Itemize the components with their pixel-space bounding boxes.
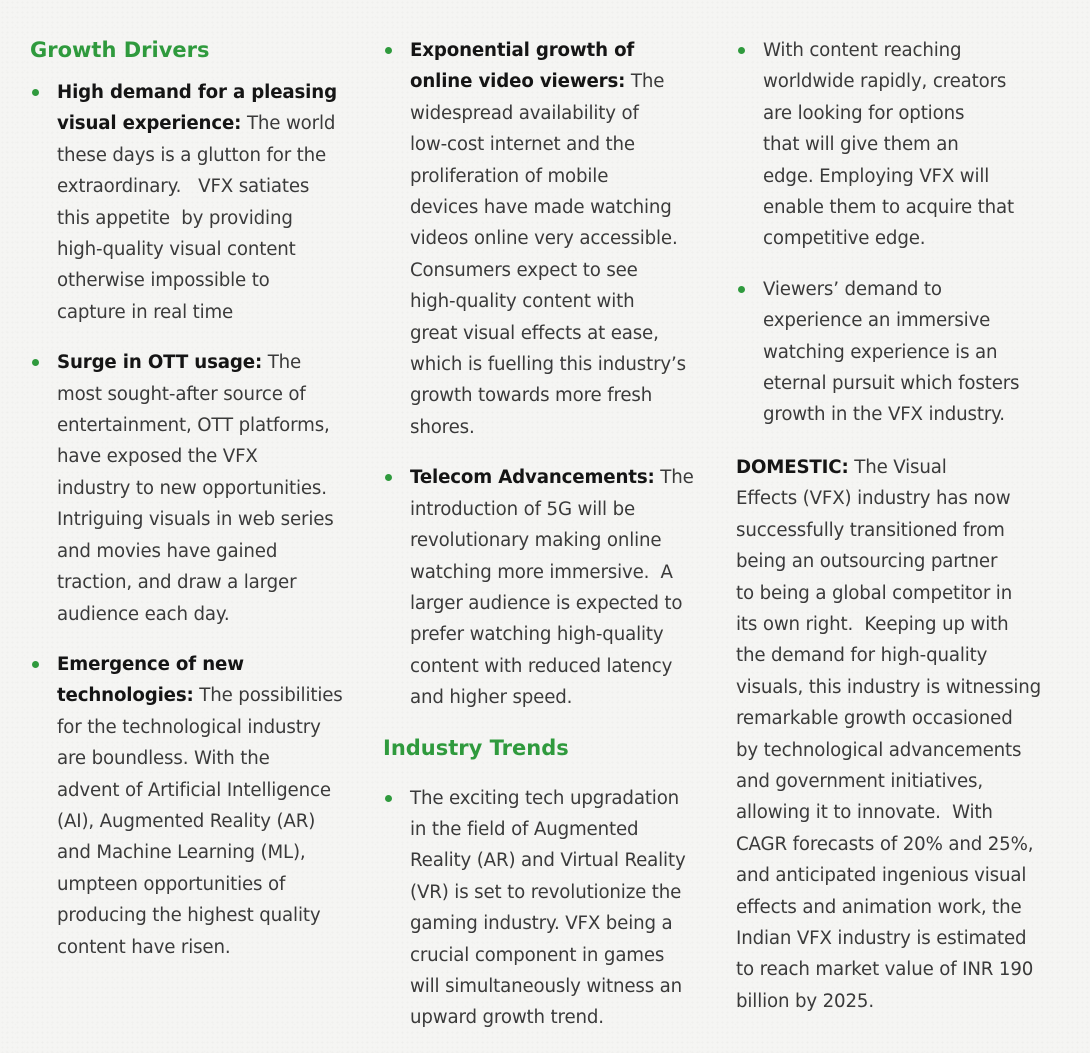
body-line: will simultaneously witness an xyxy=(410,975,683,997)
body-line: traction, and draw a larger xyxy=(57,572,297,594)
body-line: audience each day. xyxy=(57,603,230,625)
body-line: devices have made watching xyxy=(410,197,672,219)
body-line: gaming industry. VFX being a xyxy=(410,913,673,935)
body-text: The xyxy=(654,467,694,489)
body-line: and anticipated ingenious visual xyxy=(736,865,1027,887)
lead-text: online video viewers: xyxy=(410,71,626,93)
body-line: CAGR forecasts of 20% and 25%, xyxy=(736,833,1034,855)
body-line: widespread availability of xyxy=(410,102,639,124)
body-line: Viewers’ demand to xyxy=(763,278,942,300)
industry-trends-list xyxy=(383,783,713,1034)
lead-text: High demand for a pleasing xyxy=(57,82,337,103)
list-item-telecom xyxy=(383,462,713,713)
body-line: and government initiatives, xyxy=(736,770,983,792)
body-line: otherwise impossible to xyxy=(57,270,270,292)
body-line: edge. Employing VFX will xyxy=(763,165,990,187)
list-item-ar-vr xyxy=(383,783,713,1034)
body-line: have exposed the VFX xyxy=(57,446,258,468)
body-line: for the technological industry xyxy=(57,716,321,738)
body-line: to reach market value of INR 190 xyxy=(736,959,1034,981)
growth-drivers-list-continued xyxy=(383,35,713,714)
body-line: content with reduced latency xyxy=(410,655,673,677)
body-line: to being a global competitor in xyxy=(736,582,1013,604)
heading-growth-drivers: Growth Drivers xyxy=(30,38,210,62)
list-item-competitive-edge xyxy=(736,35,1066,255)
body-line: competitive edge. xyxy=(763,228,926,250)
body-line: capture in real time xyxy=(57,301,234,323)
body-line: by technological advancements xyxy=(736,739,1022,761)
body-line: low-cost internet and the xyxy=(410,134,635,156)
body-line: umpteen opportunities of xyxy=(57,873,286,895)
body-line: billion by 2025. xyxy=(736,990,874,1012)
body-line: eternal pursuit which fosters xyxy=(763,373,1020,395)
body-line: prefer watching high-quality xyxy=(410,624,664,646)
body-line: shores. xyxy=(410,416,475,438)
body-line: are boundless. With the xyxy=(57,748,270,770)
body-line: Indian VFX industry is estimated xyxy=(736,927,1027,949)
body-line: its own right. Keeping up with xyxy=(736,613,1009,635)
list-item-immersive-experience xyxy=(736,274,1066,431)
body-line: extraordinary. VFX satiates xyxy=(57,176,310,198)
body-line: watching more immersive. A xyxy=(410,561,673,583)
trends-list-continued xyxy=(736,35,1066,431)
body-line: in the field of Augmented xyxy=(410,818,639,840)
body-line: Intriguing visuals in web series xyxy=(57,509,334,531)
body-line: With content reaching xyxy=(763,40,962,61)
body-text: The xyxy=(625,71,665,93)
body-line: high-quality visual content xyxy=(57,239,296,261)
body-line: and Machine Learning (ML), xyxy=(57,842,306,864)
body-line: growth towards more fresh xyxy=(410,385,653,407)
body-line: visuals, this industry is witnessing xyxy=(736,676,1042,698)
body-text: The xyxy=(262,352,302,374)
body-line: revolutionary making online xyxy=(410,530,662,552)
lead-text: Surge in OTT usage: xyxy=(57,352,263,374)
list-item-ott-usage xyxy=(30,347,360,630)
list-item-visual-experience xyxy=(30,77,360,328)
column-growth-drivers xyxy=(30,0,360,982)
list-item-new-technologies xyxy=(30,649,360,963)
body-line: this appetite by providing xyxy=(57,207,293,229)
body-line: effects and animation work, the xyxy=(736,896,1022,918)
body-line: advent of Artificial Intelligence xyxy=(57,779,331,801)
body-line: being an outsourcing partner xyxy=(736,551,998,573)
body-line: (AI), Augmented Reality (AR) xyxy=(57,810,316,832)
body-line: worldwide rapidly, creators xyxy=(763,71,1007,93)
body-line: most sought-after source of xyxy=(57,383,306,405)
body-line: which is fuelling this industry’s xyxy=(410,354,686,376)
body-line: entertainment, OTT platforms, xyxy=(57,415,330,437)
body-line: these days is a glutton for the xyxy=(57,144,327,166)
body-line: growth in the VFX industry. xyxy=(763,404,1005,426)
lead-text: DOMESTIC: xyxy=(736,456,849,478)
body-line: proliferation of mobile xyxy=(410,165,609,187)
body-text: The Visual xyxy=(848,456,947,478)
body-text: The possibilities xyxy=(193,685,343,707)
body-line: are looking for options xyxy=(763,102,965,124)
body-line: the demand for high-quality xyxy=(736,645,988,667)
body-line: Reality (AR) and Virtual Reality xyxy=(410,850,686,872)
list-item-online-video xyxy=(383,35,713,443)
body-line: experience an immersive xyxy=(763,310,991,332)
lead-text: visual experience: xyxy=(57,113,242,135)
body-line: Consumers expect to see xyxy=(410,259,638,281)
heading-industry-trends: Industry Trends xyxy=(383,735,569,760)
body-line: producing the highest quality xyxy=(57,905,321,927)
column-middle xyxy=(383,0,713,1053)
body-line: introduction of 5G will be xyxy=(410,498,636,520)
body-line: The exciting tech upgradation xyxy=(410,787,680,809)
growth-drivers-list xyxy=(30,77,360,963)
body-line: Effects (VFX) industry has now xyxy=(736,488,1011,510)
body-line: enable them to acquire that xyxy=(763,197,1015,219)
body-line: and movies have gained xyxy=(57,540,278,562)
body-line: videos online very accessible. xyxy=(410,228,678,250)
body-line: content have risen. xyxy=(57,936,231,958)
lead-text: Telecom Advancements: xyxy=(410,467,655,489)
body-line: allowing it to innovate. With xyxy=(736,802,993,824)
body-line: that will give them an xyxy=(763,134,959,156)
body-line: and higher speed. xyxy=(410,687,573,709)
body-line: upward growth trend. xyxy=(410,1007,604,1029)
domestic-paragraph xyxy=(736,452,1066,1017)
body-line: larger audience is expected to xyxy=(410,592,683,614)
body-line: watching experience is an xyxy=(763,341,998,363)
body-line: (VR) is set to revolutionize the xyxy=(410,881,682,903)
body-line: successfully transitioned from xyxy=(736,519,1005,541)
body-line: industry to new opportunities. xyxy=(57,477,327,499)
body-line: remarkable growth occasioned xyxy=(736,708,1013,730)
body-line: great visual effects at ease, xyxy=(410,322,659,344)
lead-text: Emergence of new xyxy=(57,653,244,675)
body-line: high-quality content with xyxy=(410,291,635,313)
column-right xyxy=(736,0,1066,1017)
lead-text: technologies: xyxy=(57,685,194,707)
body-line: crucial component in games xyxy=(410,944,665,966)
body-text: The world xyxy=(241,113,336,135)
lead-text: Exponential growth of xyxy=(410,40,635,61)
